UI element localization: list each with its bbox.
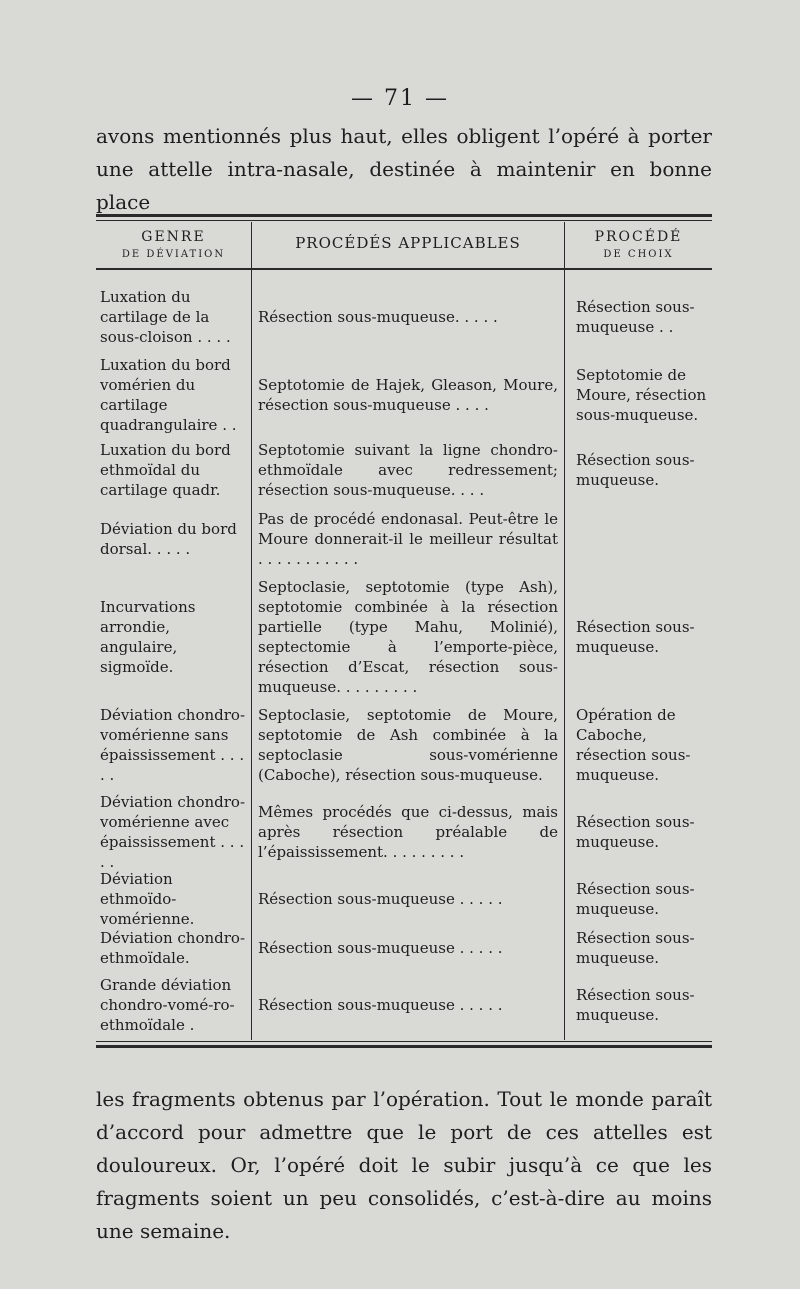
cell-procedes: Pas de procédé endonasal. Peut-être le Moure donnerait-il le meilleur résultat . . . . . . . . . . . (258, 510, 558, 568)
cell-choix: Résection sous-muqueuse. (576, 880, 695, 918)
cell-genre: Déviation chondro-ethmoïdale. (100, 929, 246, 967)
table-row (96, 790, 712, 874)
header-genre (96, 228, 251, 264)
cell-genre: Déviation chondro-vomérienne sans épaississement . . . . . (100, 706, 246, 784)
table-row (96, 924, 712, 972)
cell-choix: Résection sous-muqueuse . . (576, 298, 695, 336)
table-row (96, 574, 712, 700)
table-row (96, 354, 712, 436)
table-bottom-rule (96, 1045, 712, 1048)
table-row (96, 506, 712, 572)
table-header-rule (96, 268, 712, 270)
header-choix-line2: DE CHOIX (603, 249, 674, 260)
cell-genre: Incurvations arrondie, angulaire, sigmoïde. (100, 598, 196, 676)
table-bottom-rule-thin (96, 1041, 712, 1042)
cell-genre: Déviation du bord dorsal. . . . . (100, 520, 237, 558)
cell-procedes: Résection sous-muqueuse. . . . . (258, 308, 498, 326)
table-top-rule-thin (96, 220, 712, 221)
cell-genre: Luxation du bord ethmoïdal du cartilage quadr. (100, 441, 231, 499)
cell-choix: Opération de Caboche, résection sous-muqueuse. (576, 706, 691, 784)
cell-procedes: Septotomie suivant la ligne chondro-ethmoïdale avec redressement; résection sous-muqueuse. . . . (258, 441, 558, 499)
header-genre-line2: DE DÉVIATION (121, 249, 226, 260)
table-row (96, 870, 712, 928)
cell-choix (576, 506, 710, 572)
paragraph-bottom: les fragments obtenus par l’opération. Tout le monde paraît d’accord pour admettre que le port de ces attelles est douloureux. Or, l’opéré doit le subir jusqu’à ce que les fragments soient un peu consolidés, c’est-à-dire au moins une semaine. (96, 1087, 712, 1243)
cell-genre: Déviation ethmoïdo-vomérienne. (100, 870, 195, 928)
cell-genre: Grande déviation chondro-vomé-ro-ethmoïdale . (100, 976, 235, 1034)
cell-procedes: Septoclasie, septotomie (type Ash), septotomie combinée à la résection partielle (type Mahu, Molinié), septectomie à l’emporte-pièce, résection d’Escat, résection sous-muqueuse. . . . . . . . . (258, 578, 558, 696)
cell-procedes: Résection sous-muqueuse . . . . . (258, 890, 503, 908)
page-number: — 71 — (351, 86, 449, 111)
cell-choix: Résection sous-muqueuse. (576, 986, 695, 1024)
cell-choix: Résection sous-muqueuse. (576, 813, 695, 851)
table-top-rule (96, 214, 712, 217)
cell-choix: Résection sous-muqueuse. (576, 451, 695, 489)
header-genre-line1: GENRE (141, 229, 206, 245)
header-choix-line1: PROCÉDÉ (594, 229, 683, 245)
table-row (96, 702, 712, 788)
table-row (96, 972, 712, 1038)
cell-genre: Déviation chondro-vomérienne avec épaississement . . . . . (100, 793, 246, 871)
cell-genre: Luxation du cartilage de la sous-cloison . . . . (100, 288, 231, 346)
table-row (96, 282, 712, 352)
cell-procedes: Septoclasie, septotomie de Moure, septotomie de Ash combinée à la septoclasie sous-vomérienne (Caboche), résection sous-muqueuse. (258, 706, 558, 784)
cell-procedes: Résection sous-muqueuse . . . . . (258, 939, 503, 957)
cell-genre: Luxation du bord vomérien du cartilage quadrangulaire . . (100, 356, 237, 434)
table-row (96, 438, 712, 502)
cell-procedes: Septotomie de Hajek, Gleason, Moure, résection sous-muqueuse . . . . (258, 376, 558, 414)
cell-procedes: Mêmes procédés que ci-dessus, mais après résection préalable de l’épaississement. . . . . . . . . (258, 803, 558, 861)
cell-choix: Septotomie de Moure, résection sous-muqueuse. (576, 366, 707, 424)
header-procedes: PROCÉDÉS APPLICABLES (295, 234, 521, 252)
cell-choix: Résection sous-muqueuse. (576, 618, 695, 656)
paragraph-top: avons mentionnés plus haut, elles obligent l’opéré à porter une attelle intra-nasale, destinée à maintenir en bonne place (96, 124, 712, 214)
cell-choix: Résection sous-muqueuse. (576, 929, 695, 967)
cell-procedes: Résection sous-muqueuse . . . . . (258, 996, 503, 1014)
header-choix (565, 228, 712, 264)
